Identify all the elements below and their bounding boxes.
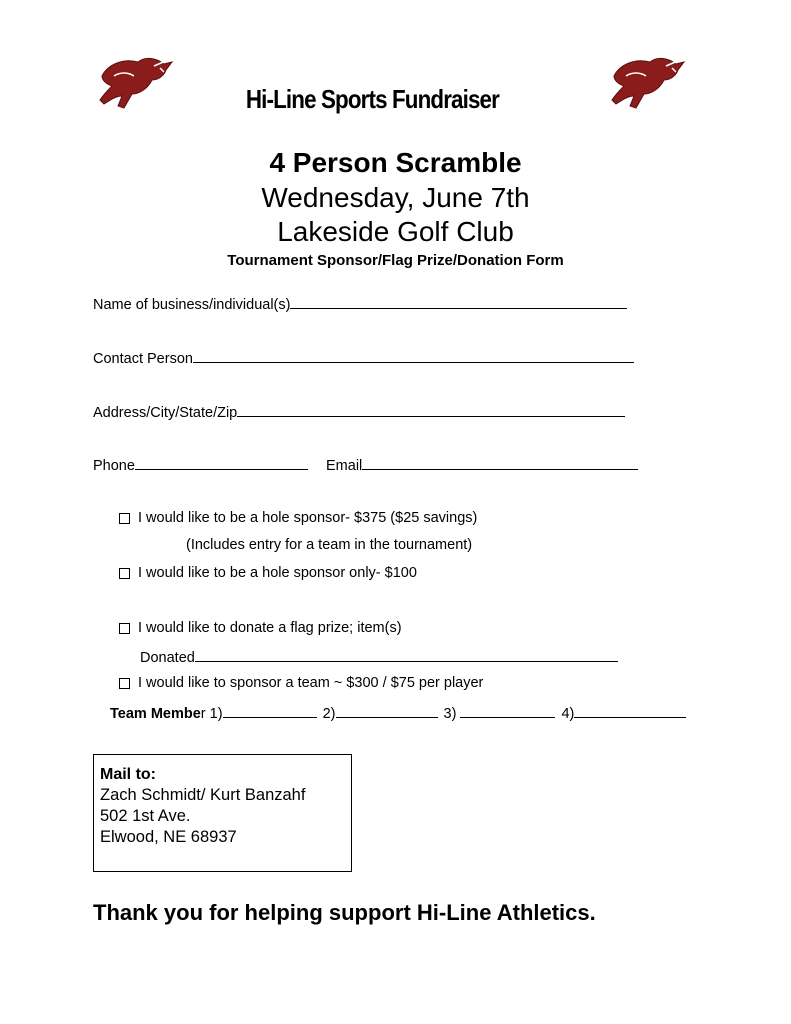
team-slot-3-label: 3) — [443, 706, 457, 722]
business-field[interactable] — [93, 294, 627, 313]
team-slot-4-line[interactable] — [574, 703, 686, 718]
flag-prize-option[interactable] — [119, 620, 402, 636]
business-input-line[interactable] — [290, 294, 627, 309]
thank-you-message: Thank you for helping support Hi-Line Athletics. — [93, 900, 596, 925]
email-field[interactable] — [326, 455, 638, 474]
email-label: Email — [326, 458, 363, 474]
phone-input-line[interactable] — [135, 455, 308, 470]
team-slot-1-label: 1) — [209, 706, 223, 722]
hole-sponsor-checkbox[interactable] — [119, 513, 130, 524]
mail-name: Zach Schmidt/ Kurt Banzahf — [100, 786, 306, 804]
contact-input-line[interactable] — [193, 348, 634, 363]
team-member-label-bold: Team Membe — [110, 706, 201, 722]
phone-field[interactable] — [93, 455, 308, 474]
donated-label: Donated — [140, 650, 195, 666]
business-label: Name of business/individual(s) — [93, 297, 291, 313]
donated-input-line[interactable] — [195, 647, 618, 662]
sponsor-team-checkbox[interactable] — [119, 678, 130, 689]
email-input-line[interactable] — [362, 455, 638, 470]
address-label: Address/City/State/Zip — [93, 405, 238, 421]
flag-prize-label: I would like to donate a flag prize; item(s) — [138, 620, 402, 636]
team-slot-4-label: 4) — [561, 706, 575, 722]
team-slot-3-line[interactable] — [460, 703, 555, 718]
mail-city: Elwood, NE 68937 — [100, 828, 237, 846]
hole-sponsor-only-label: I would like to be a hole sponsor only- $100 — [138, 565, 417, 581]
team-member-label-rest: r — [200, 706, 206, 722]
contact-label: Contact Person — [93, 351, 193, 367]
team-member-row — [110, 703, 686, 722]
team-slot-2-label: 2) — [322, 706, 336, 722]
address-field[interactable] — [93, 402, 625, 421]
hole-sponsor-option[interactable] — [119, 510, 477, 526]
hole-sponsor-only-checkbox[interactable] — [119, 568, 130, 579]
fundraiser-title: Hi-Line Sports Fundraiser — [245, 84, 499, 114]
address-input-line[interactable] — [237, 402, 625, 417]
hole-sponsor-note: (Includes entry for a team in the tournament) — [186, 537, 473, 553]
event-venue: Lakeside Golf Club — [277, 216, 514, 247]
hole-sponsor-only-option[interactable] — [119, 565, 417, 581]
mail-to-box — [93, 754, 352, 872]
mail-street: 502 1st Ave. — [100, 807, 191, 825]
donated-field[interactable] — [140, 647, 618, 666]
team-slot-2-line[interactable] — [336, 703, 438, 718]
hole-sponsor-label: I would like to be a hole sponsor- $375 ($25 savings) — [138, 510, 478, 526]
mail-heading: Mail to: — [100, 766, 156, 783]
phone-label: Phone — [93, 458, 135, 474]
sponsor-team-option[interactable] — [119, 675, 483, 691]
flag-prize-checkbox[interactable] — [119, 623, 130, 634]
event-date: Wednesday, June 7th — [261, 182, 530, 213]
sponsor-team-label: I would like to sponsor a team ~ $300 / $75 per player — [138, 675, 484, 691]
form-title: Tournament Sponsor/Flag Prize/Donation Form — [227, 252, 564, 269]
contact-field[interactable] — [93, 348, 634, 367]
event-name: 4 Person Scramble — [269, 147, 522, 178]
team-slot-1-line[interactable] — [223, 703, 317, 718]
